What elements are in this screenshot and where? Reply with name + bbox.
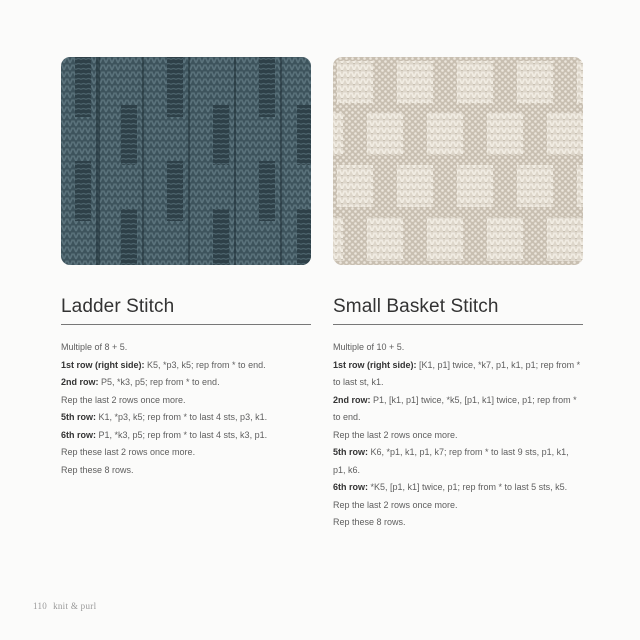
ladder-stitch-section	[61, 296, 311, 479]
ladder-stitch-instructions	[61, 339, 311, 479]
instruction-line: Rep these 8 rows.	[61, 464, 134, 475]
instruction-line: Rep the last 2 rows once more.	[333, 499, 458, 510]
small-basket-stitch-swatch-photo	[333, 57, 583, 265]
ladder-stitch-title: Ladder Stitch	[61, 296, 311, 325]
small-basket-stitch-instructions	[333, 339, 583, 532]
instruction-line: 2nd row: P1, [k1, p1] twice, *k5, [p1, k1] twice, p1; rep from * to end.	[333, 394, 577, 422]
instruction-line: 1st row (right side): K5, *p3, k5; rep from * to end.	[61, 359, 266, 370]
instruction-line: 6th row: P1, *k3, p5; rep from * to last 4 sts, k3, p1.	[61, 429, 268, 440]
instruction-line: 5th row: K1, *p3, k5; rep from * to last 4 sts, p3, k1.	[61, 412, 268, 422]
ladder-stitch-swatch-photo	[61, 57, 311, 265]
page-footer	[33, 601, 102, 611]
instruction-line: Rep the last 2 rows once more.	[61, 394, 186, 405]
instruction-line: Rep these last 2 rows once more.	[61, 447, 196, 457]
book-title: knit & purl	[53, 601, 97, 611]
instruction-line: 1st row (right side): [K1, p1] twice, *k7, p1, k1, p1; rep from * to last st, k1.	[333, 359, 581, 387]
instruction-line: Rep the last 2 rows once more.	[333, 429, 458, 440]
small-basket-stitch-title: Small Basket Stitch	[333, 296, 583, 325]
instruction-line: Multiple of 10 + 5.	[333, 342, 405, 352]
instruction-line: 5th row: K6, *p1, k1, p1, k7; rep from * to last 9 sts, p1, k1, p1, k6.	[333, 447, 569, 475]
instruction-line: 2nd row: P5, *k3, p5; rep from * to end.	[61, 377, 220, 387]
instruction-line: Rep these 8 rows.	[333, 517, 406, 527]
instruction-line: 6th row: *K5, [p1, k1] twice, p1; rep from * to last 5 sts, k5.	[333, 482, 568, 492]
instruction-line: Multiple of 8 + 5.	[61, 342, 128, 352]
page-number: 110	[33, 601, 48, 611]
small-basket-stitch-section	[333, 296, 583, 532]
